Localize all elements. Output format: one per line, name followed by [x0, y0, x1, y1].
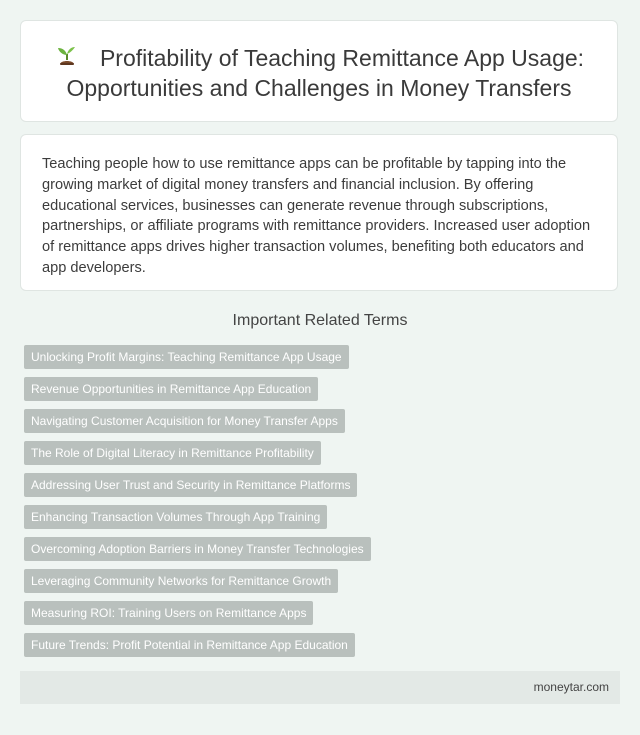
related-term-tag[interactable]: Navigating Customer Acquisition for Money Transfer Apps: [24, 409, 345, 433]
related-term-tag[interactable]: Enhancing Transaction Volumes Through App Training: [24, 505, 327, 529]
related-term-tag[interactable]: Leveraging Community Networks for Remittance Growth: [24, 569, 338, 593]
related-term-tag[interactable]: Measuring ROI: Training Users on Remittance Apps: [24, 601, 313, 625]
related-term-tag[interactable]: Revenue Opportunities in Remittance App Education: [24, 377, 318, 401]
related-term-tag[interactable]: Unlocking Profit Margins: Teaching Remittance App Usage: [24, 345, 349, 369]
site-link[interactable]: moneytar.com: [533, 680, 609, 694]
description-card: [20, 134, 618, 291]
related-term-tag[interactable]: Overcoming Adoption Barriers in Money Transfer Technologies: [24, 537, 371, 561]
related-term-tag[interactable]: Addressing User Trust and Security in Remittance Platforms: [24, 473, 357, 497]
description-text: Teaching people how to use remittance apps can be profitable by tapping into the growing market of digital money transfers and financial inclusion. By offering educational services, businesses can generate revenue through subscriptions, partnerships, or affiliate programs with remittance providers. Increased user adoption of remittance apps drives higher transaction volumes, benefiting both educators and app developers.: [42, 156, 591, 276]
footer: [20, 671, 620, 704]
related-terms-heading: Important Related Terms: [232, 312, 408, 329]
related-term-tag[interactable]: Future Trends: Profit Potential in Remittance App Education: [24, 633, 355, 657]
related-term-tag[interactable]: The Role of Digital Literacy in Remittance Profitability: [24, 441, 321, 465]
sprout-icon: [54, 43, 80, 69]
title-card: [20, 20, 618, 122]
page-title: [21, 43, 617, 103]
related-terms-list: [24, 345, 371, 665]
page-title-text: Profitability of Teaching Remittance App Usage: Opportunities and Challenges in Money Transfers: [66, 45, 585, 101]
